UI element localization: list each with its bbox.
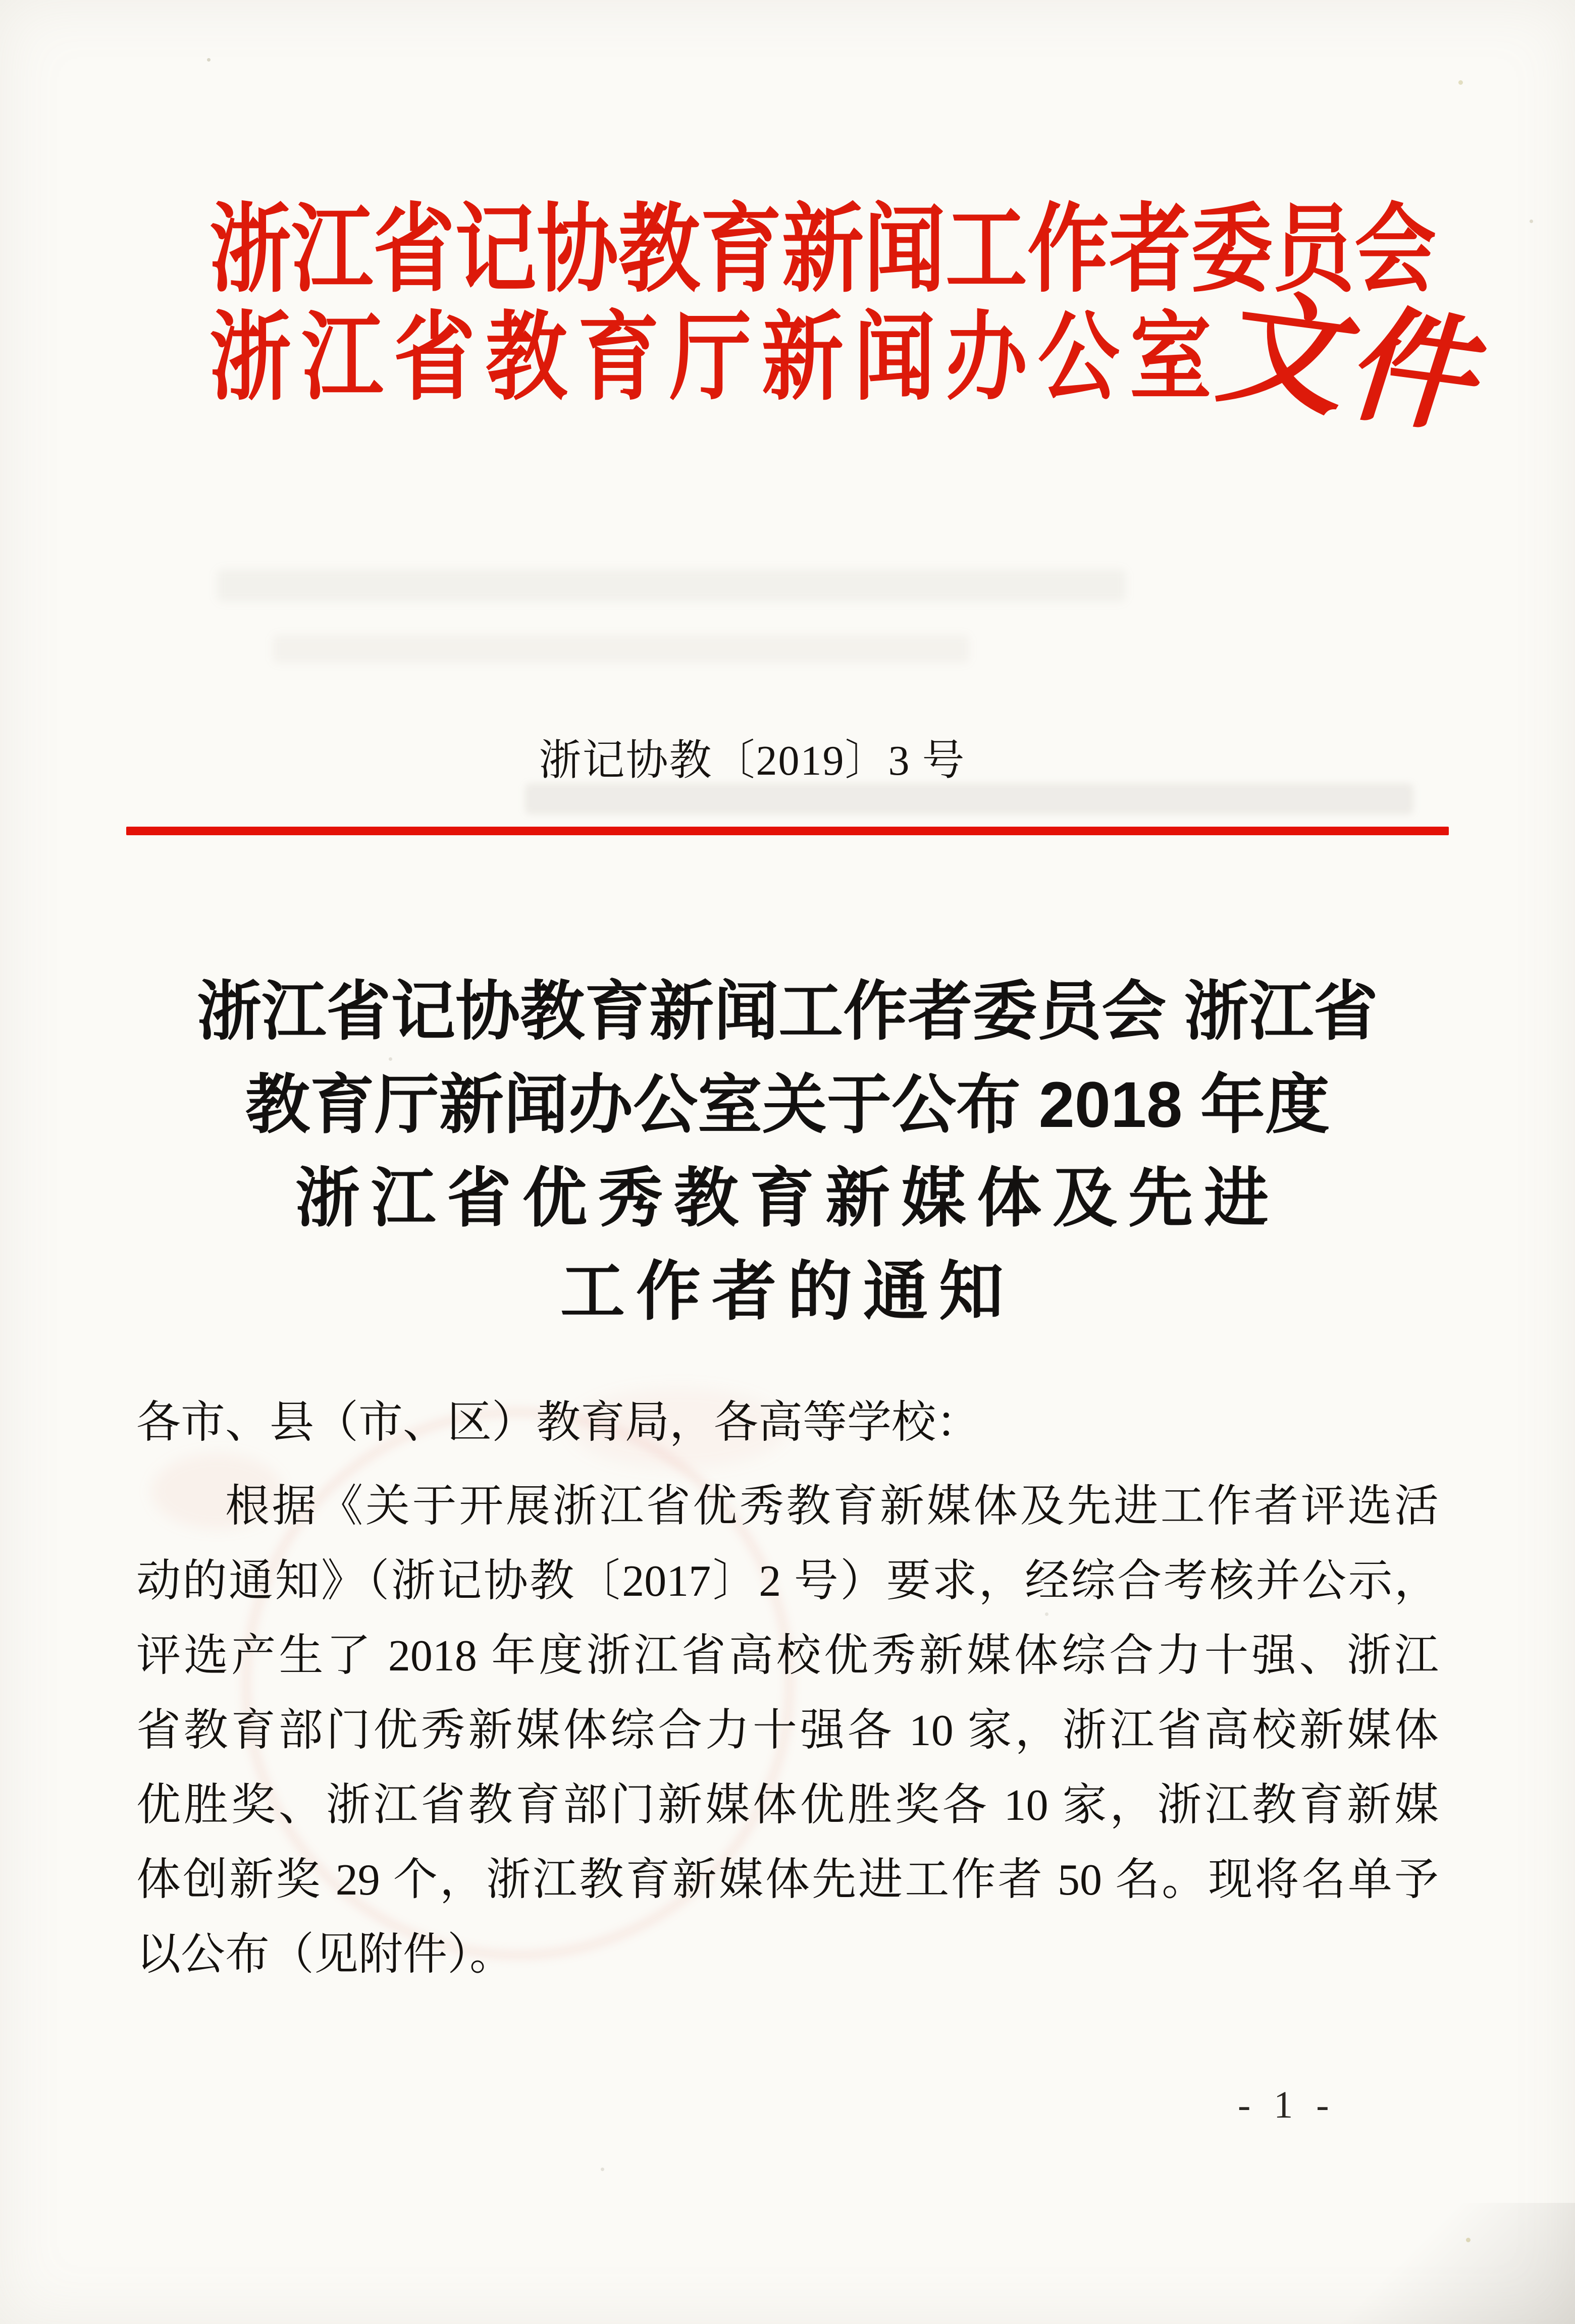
letterhead-doc-type-label: 文件 [1206,280,1508,450]
document-reference-number: 浙记协教〔2019〕3 号 [539,737,966,784]
paragraph-line-3: 评选产生了 2018 年度浙江省高校优秀新媒体综合力十强、浙江 [136,1632,1439,1681]
paragraph-line-2: 动的通知》（浙记协教〔2017〕2 号）要求，经综合考核并公示， [136,1557,1439,1606]
title-line-1: 浙江省记协教育新闻工作者委员会 浙江省 [197,976,1378,1048]
document-body [136,1386,1439,1992]
paragraph-line-6: 体创新奖 29 个，浙江教育新媒体先进工作者 50 名。现将名单予 [136,1856,1439,1905]
paragraph-line-1: 根据《关于开展浙江省优秀教育新媒体及先进工作者评选活 [225,1482,1439,1531]
red-divider-rule [126,827,1449,835]
bleed-through-smudge [525,783,1413,815]
bleed-through-smudge [273,635,969,663]
salutation-line: 各市、县（市、区）教育局，各高等学校： [136,1398,981,1447]
letterhead-org-line-2: 浙江省教育厅新闻办公室 [209,305,1212,412]
scan-corner-shadow [1312,2203,1575,2324]
paragraph-line-5: 优胜奖、浙江省教育部门新媒体优胜奖各 10 家，浙江教育新媒 [136,1781,1439,1830]
paragraph-line-7: 以公布（见附件）。 [136,1930,514,1979]
title-line-2: 教育厅新闻办公室关于公布 2018 年度 [245,1069,1330,1141]
paragraph-line-4: 省教育部门优秀新媒体综合力十强各 10 家，浙江省高校新媒体 [136,1706,1439,1755]
document-title [81,965,1494,1338]
letterhead-org-line-1: 浙江省记协教育新闻工作者委员会 [209,197,1436,304]
bleed-through-smudge [217,569,1126,602]
paper-speckles [207,58,211,62]
title-line-4: 工作者的通知 [560,1256,1015,1328]
page-number: - 1 - [1238,2084,1334,2126]
body-paragraph [136,1470,1439,1992]
title-line-3: 浙江省优秀教育新媒体及先进 [295,1162,1280,1234]
